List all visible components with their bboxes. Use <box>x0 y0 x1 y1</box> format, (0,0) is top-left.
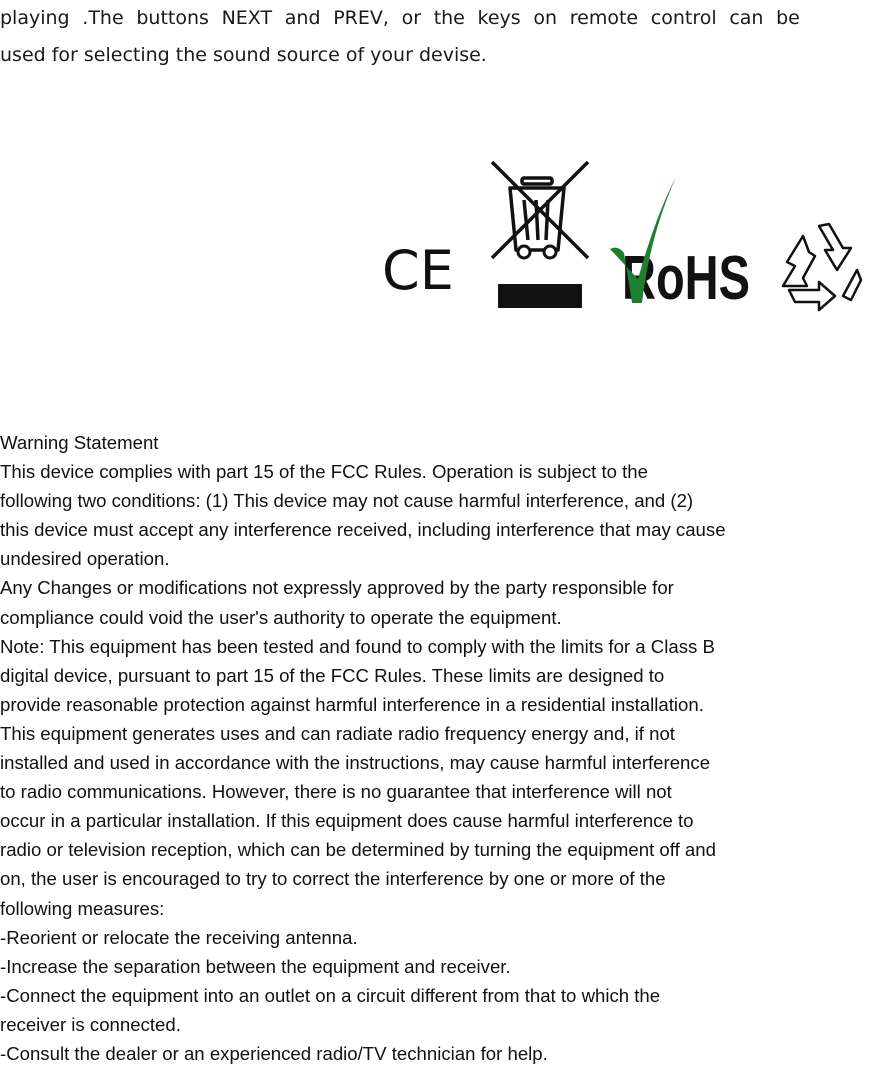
intro-word: can <box>729 7 764 29</box>
warning-line: occur in a particular installation. If this equipment does cause harmful interference to <box>0 810 694 832</box>
warning-line: radio or television reception, which can be determined by turning the equipment off and <box>0 839 716 861</box>
warning-line: -Consult the dealer or an experienced radio/TV technician for help. <box>0 1042 548 1064</box>
recycle-icon <box>773 220 865 312</box>
intro-line-1 <box>0 0 800 37</box>
intro-line-2: used for selecting the sound source of your devise. <box>0 44 487 66</box>
warning-line: This equipment generates uses and can radiate radio frequency energy and, if not <box>0 722 675 744</box>
ce-mark-icon <box>380 239 472 302</box>
intro-word: keys <box>477 7 521 29</box>
warning-line: to radio communications. However, there is no guarantee that interference will not <box>0 781 672 803</box>
rohs-check-icon <box>608 175 758 313</box>
intro-word: and <box>284 7 321 29</box>
warning-line: following measures: <box>0 897 165 919</box>
intro-word: the <box>433 7 465 29</box>
warning-line: this device must accept any interference received, including interference that may cause <box>0 519 726 541</box>
intro-word: remote <box>569 7 639 29</box>
warning-line: -Reorient or relocate the receiving antenna. <box>0 926 358 948</box>
intro-word: be <box>776 7 800 29</box>
rohs-text: RoHS <box>622 244 750 313</box>
warning-statement <box>0 428 876 1068</box>
warning-line: Warning Statement <box>0 432 159 453</box>
warning-line: Any Changes or modifications not expressly approved by the party responsible for <box>0 577 674 599</box>
intro-word: control <box>650 7 717 29</box>
warning-line: Note: This equipment has been tested and found to comply with the limits for a Class B <box>0 635 715 657</box>
warning-line: compliance could void the user's authority to operate the equipment. <box>0 606 562 628</box>
intro-word: on <box>533 7 558 29</box>
warning-line: on, the user is encouraged to try to correct the interference by one or more of the <box>0 868 666 890</box>
warning-line: installed and used in accordance with the instructions, may cause harmful interference <box>0 752 711 774</box>
intro-word: NEXT <box>221 7 273 29</box>
intro-word: or <box>401 7 422 29</box>
intro-word: playing <box>0 7 70 29</box>
weee-crossed-bin-icon <box>488 160 592 310</box>
warning-line: following two conditions: (1) This device may not cause harmful interference, and (2) <box>0 490 694 512</box>
warning-line: This device complies with part 15 of the FCC Rules. Operation is subject to the <box>0 461 648 483</box>
warning-line: provide reasonable protection against harmful interference in a residential installation. <box>0 693 704 715</box>
certification-logos <box>380 155 870 315</box>
intro-text <box>0 0 876 74</box>
intro-word: buttons <box>136 7 209 29</box>
warning-line: -Increase the separation between the equipment and receiver. <box>0 955 511 977</box>
intro-word: PREV, <box>333 7 389 29</box>
ce-mark-text: CE <box>382 239 454 302</box>
warning-line: receiver is connected. <box>0 1013 181 1035</box>
warning-line: -Connect the equipment into an outlet on a circuit different from that to which the <box>0 984 661 1006</box>
intro-word: .The <box>82 7 124 29</box>
warning-line: digital device, pursuant to part 15 of the FCC Rules. These limits are designed to <box>0 664 665 686</box>
warning-line: undesired operation. <box>0 548 170 570</box>
